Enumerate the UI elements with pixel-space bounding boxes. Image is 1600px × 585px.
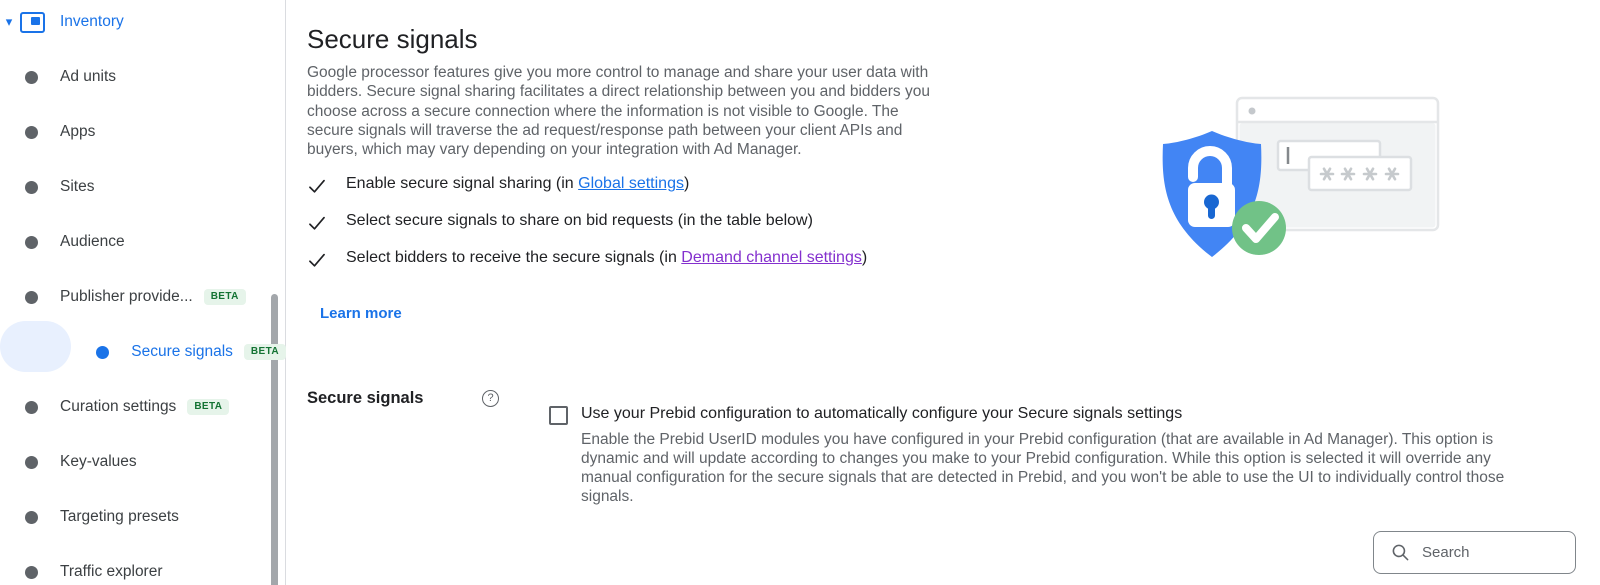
intro-paragraph: Google processor features give you more control to manage and share your user data with bidders. Secure signal sharing facilitates a direct relationship between you and bidders you choose across a secure connection where the information is not visible to Google. The secure signals will traverse the ad request/response path between your client APIs and buyers, which may vary depending on your integration with Ad Manager. — [307, 64, 930, 159]
prebid-config-checkbox-label[interactable]: Use your Prebid configuration to automatically configure your Secure signals settings — [581, 405, 1183, 422]
sidebar-item-sites[interactable] — [0, 167, 286, 207]
bullet-icon — [25, 566, 38, 579]
sidebar-item-curation-settings[interactable] — [0, 387, 286, 427]
bullet-icon — [25, 401, 38, 414]
search-input[interactable] — [1422, 544, 1562, 561]
collapse-caret-icon[interactable]: ▾ — [5, 14, 13, 29]
sidebar — [0, 0, 286, 585]
beta-badge: BETA — [187, 399, 229, 415]
beta-badge: BETA — [244, 344, 286, 360]
secure-signals-illustration — [1130, 85, 1450, 270]
help-icon[interactable]: ? — [482, 390, 499, 407]
search-icon — [1391, 543, 1410, 562]
bullet-icon — [25, 291, 38, 304]
checklist-item-select-bidders — [307, 249, 867, 271]
demand-channel-settings-link[interactable]: Demand channel settings — [681, 249, 862, 266]
sidebar-item-ad-units[interactable] — [0, 57, 286, 97]
global-settings-link[interactable]: Global settings — [578, 175, 684, 192]
sidebar-item-label: Key-values — [60, 453, 137, 470]
bullet-icon — [25, 126, 38, 139]
sidebar-scrollbar[interactable] — [271, 294, 278, 585]
bullet-icon — [25, 511, 38, 524]
selected-item-highlight — [0, 321, 71, 372]
sidebar-item-label: Secure signals — [131, 343, 233, 360]
sidebar-item-key-values[interactable] — [0, 442, 286, 482]
checkmark-icon — [307, 213, 327, 233]
sidebar-section-inventory[interactable] — [0, 2, 286, 42]
sidebar-item-label: Ad units — [60, 68, 117, 85]
checklist-item-text: Enable secure signal sharing (in Global settings) — [346, 175, 690, 192]
sidebar-item-secure-signals[interactable] — [0, 332, 286, 372]
bullet-icon — [96, 346, 109, 359]
beta-badge: BETA — [204, 289, 246, 305]
inventory-icon — [20, 12, 45, 33]
checklist-item-select-signals — [307, 212, 867, 234]
sidebar-item-label: Traffic explorer — [60, 563, 163, 580]
sidebar-item-apps[interactable] — [0, 112, 286, 152]
prebid-config-checkbox[interactable] — [549, 406, 568, 425]
sidebar-item-label: Targeting presets — [60, 508, 179, 525]
table-search-box[interactable] — [1373, 531, 1576, 574]
sidebar-section-label: Inventory — [60, 13, 124, 30]
sidebar-item-label: Curation settings — [60, 398, 177, 415]
sidebar-item-traffic-explorer[interactable] — [0, 552, 286, 585]
verified-check-icon — [1232, 201, 1286, 255]
prebid-config-description: Enable the Prebid UserID modules you have configured in your Prebid configuration (that are available in Ad Manager). This option is dynamic and will update according to changes you make to your Prebid configuration. While this option is selected it will override any manual configuration for the secure signals that are detected in Prebid, and you won't be able to use the UI to individually control those signals. — [581, 431, 1505, 505]
checkmark-icon — [307, 250, 327, 270]
bullet-icon — [25, 236, 38, 249]
sidebar-item-label: Apps — [60, 123, 96, 140]
bullet-icon — [25, 456, 38, 469]
checkmark-icon — [307, 176, 327, 196]
sidebar-item-label: Sites — [60, 178, 95, 195]
checklist-item-text: Select secure signals to share on bid requests (in the table below) — [346, 212, 813, 229]
setup-checklist — [307, 175, 867, 286]
sidebar-item-targeting-presets[interactable] — [0, 497, 286, 537]
sidebar-item-publisher-provided[interactable] — [0, 277, 286, 317]
bullet-icon — [25, 181, 38, 194]
learn-more-link[interactable]: Learn more — [320, 305, 402, 322]
checklist-item-enable-sharing — [307, 175, 867, 197]
bullet-icon — [25, 71, 38, 84]
sidebar-item-label: Audience — [60, 233, 125, 250]
secure-signals-section-label: Secure signals — [307, 389, 424, 407]
page-title: Secure signals — [307, 24, 478, 54]
window-dot-icon — [1249, 108, 1256, 115]
sidebar-item-audience[interactable] — [0, 222, 286, 262]
sidebar-item-label: Publisher provide... — [60, 288, 193, 305]
checklist-item-text: Select bidders to receive the secure signals (in Demand channel settings) — [346, 249, 868, 266]
